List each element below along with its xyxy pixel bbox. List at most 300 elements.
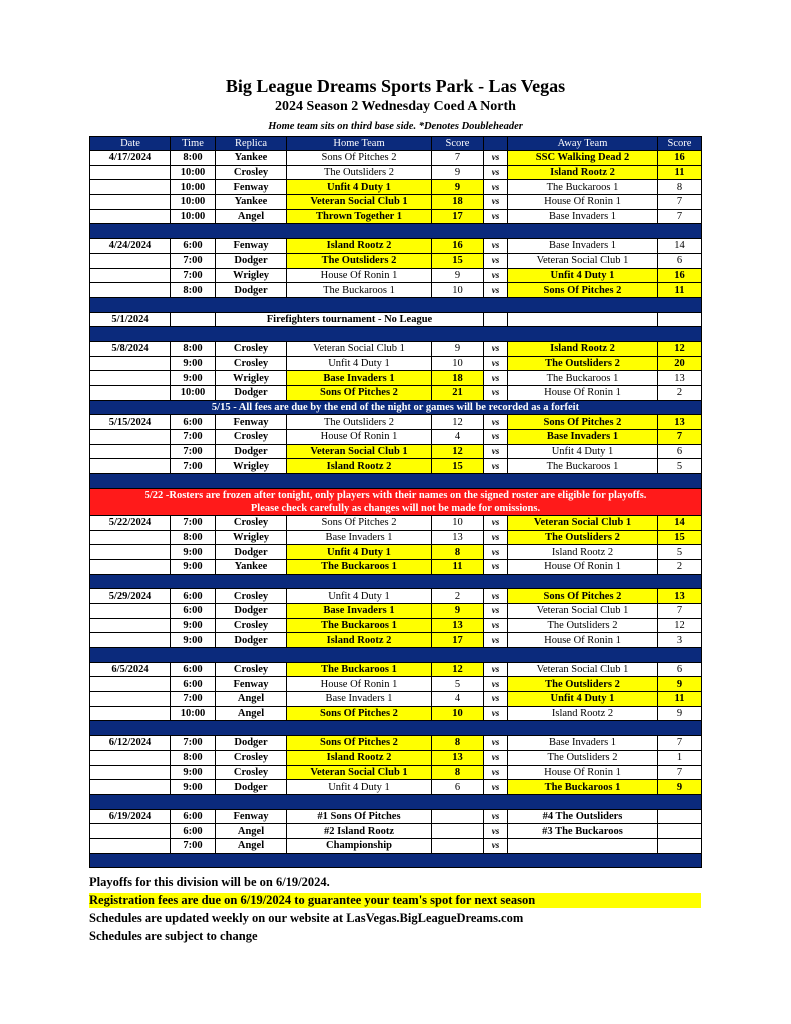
field-cell: Crosley bbox=[216, 515, 287, 530]
footer-disclaimer: Schedules are subject to change bbox=[89, 929, 258, 943]
field-cell: Angel bbox=[216, 692, 287, 707]
home-team-cell: Veteran Social Club 1 bbox=[287, 444, 432, 459]
time-cell: 10:00 bbox=[171, 195, 216, 210]
home-score-cell: 17 bbox=[432, 633, 484, 648]
home-team-cell: Base Invaders 1 bbox=[287, 371, 432, 386]
separator-cell bbox=[90, 327, 702, 342]
vs-cell: vs bbox=[484, 692, 508, 707]
home-team-cell: Sons Of Pitches 2 bbox=[287, 386, 432, 401]
away-score-cell: 5 bbox=[658, 459, 702, 474]
separator-row bbox=[90, 648, 702, 663]
time-cell: 6:00 bbox=[171, 589, 216, 604]
game-row bbox=[90, 706, 702, 721]
vs-cell: vs bbox=[484, 459, 508, 474]
away-score-cell: 9 bbox=[658, 677, 702, 692]
away-team-cell: Island Rootz 2 bbox=[508, 165, 658, 180]
away-score-cell: 20 bbox=[658, 356, 702, 371]
date-cell bbox=[90, 692, 171, 707]
field-cell: Yankee bbox=[216, 151, 287, 166]
col-header-replica: Replica bbox=[216, 137, 287, 151]
away-score-cell bbox=[658, 809, 702, 824]
home-score-cell: 4 bbox=[432, 430, 484, 445]
away-score-cell: 13 bbox=[658, 589, 702, 604]
away-score-cell bbox=[658, 838, 702, 853]
away-score-cell: 11 bbox=[658, 692, 702, 707]
col-header-time: Time bbox=[171, 137, 216, 151]
header-note: Home team sits on third base side. *Denotes Doubleheader bbox=[268, 121, 523, 132]
date-cell: 5/1/2024 bbox=[90, 312, 171, 327]
vs-cell: vs bbox=[484, 444, 508, 459]
separator-row bbox=[90, 794, 702, 809]
vs-cell: vs bbox=[484, 386, 508, 401]
away-team-cell: The Outsliders 2 bbox=[508, 530, 658, 545]
date-cell bbox=[90, 430, 171, 445]
time-cell: 7:00 bbox=[171, 253, 216, 268]
field-cell: Crosley bbox=[216, 356, 287, 371]
date-cell: 5/8/2024 bbox=[90, 341, 171, 356]
date-cell bbox=[90, 633, 171, 648]
game-row bbox=[90, 239, 702, 254]
field-cell: Crosley bbox=[216, 430, 287, 445]
field-cell: Fenway bbox=[216, 415, 287, 430]
home-score-cell bbox=[432, 838, 484, 853]
game-row bbox=[90, 209, 702, 224]
date-cell bbox=[90, 706, 171, 721]
alert-line-1: 5/22 -Rosters are frozen after tonight, only players with their names on the signed roster are eligible for playoffs. bbox=[144, 489, 647, 501]
vs-cell: vs bbox=[484, 824, 508, 839]
playoff-row bbox=[90, 824, 702, 839]
home-team-cell: #1 Sons Of Pitches bbox=[287, 809, 432, 824]
footer-playoffs: Playoffs for this division will be on 6/19/2024. bbox=[89, 875, 330, 889]
field-cell: Angel bbox=[216, 209, 287, 224]
field-cell: Crosley bbox=[216, 618, 287, 633]
time-cell: 7:00 bbox=[171, 838, 216, 853]
field-cell: Dodger bbox=[216, 633, 287, 648]
home-team-cell: Sons Of Pitches 2 bbox=[287, 151, 432, 166]
away-team-cell: Sons Of Pitches 2 bbox=[508, 283, 658, 298]
field-cell: Crosley bbox=[216, 750, 287, 765]
away-score-cell: 2 bbox=[658, 386, 702, 401]
home-score-cell: 12 bbox=[432, 444, 484, 459]
away-score-cell: 15 bbox=[658, 530, 702, 545]
home-team-cell: Island Rootz 2 bbox=[287, 633, 432, 648]
game-row bbox=[90, 662, 702, 677]
game-row bbox=[90, 459, 702, 474]
game-row bbox=[90, 371, 702, 386]
separator-cell bbox=[90, 853, 702, 868]
separator-cell bbox=[90, 574, 702, 589]
home-team-cell: House Of Ronin 1 bbox=[287, 677, 432, 692]
home-score-cell: 15 bbox=[432, 459, 484, 474]
col-header-date: Date bbox=[90, 137, 171, 151]
home-team-cell: Veteran Social Club 1 bbox=[287, 765, 432, 780]
time-cell: 7:00 bbox=[171, 736, 216, 751]
time-cell: 9:00 bbox=[171, 559, 216, 574]
away-team-cell: The Outsliders 2 bbox=[508, 356, 658, 371]
away-team-cell: Base Invaders 1 bbox=[508, 430, 658, 445]
vs-cell: vs bbox=[484, 780, 508, 795]
field-cell: Fenway bbox=[216, 180, 287, 195]
home-score-cell: 15 bbox=[432, 253, 484, 268]
time-cell: 7:00 bbox=[171, 268, 216, 283]
game-row bbox=[90, 356, 702, 371]
away-team-cell: The Outsliders 2 bbox=[508, 618, 658, 633]
game-row bbox=[90, 780, 702, 795]
field-cell: Wrigley bbox=[216, 530, 287, 545]
field-cell: Yankee bbox=[216, 559, 287, 574]
date-cell bbox=[90, 824, 171, 839]
away-score-cell: 7 bbox=[658, 736, 702, 751]
vs-cell: vs bbox=[484, 356, 508, 371]
separator-row bbox=[90, 574, 702, 589]
home-team-cell: House Of Ronin 1 bbox=[287, 430, 432, 445]
home-score-cell: 17 bbox=[432, 209, 484, 224]
game-row bbox=[90, 195, 702, 210]
away-team-cell: #3 The Buckaroos bbox=[508, 824, 658, 839]
away-score-cell: 6 bbox=[658, 662, 702, 677]
field-cell: Dodger bbox=[216, 253, 287, 268]
separator-row bbox=[90, 721, 702, 736]
home-score-cell: 12 bbox=[432, 415, 484, 430]
away-score-cell: 11 bbox=[658, 165, 702, 180]
field-cell: Crosley bbox=[216, 662, 287, 677]
home-score-cell: 8 bbox=[432, 765, 484, 780]
event-row bbox=[90, 312, 702, 327]
event-note: Firefighters tournament - No League bbox=[216, 312, 484, 327]
time-cell: 10:00 bbox=[171, 386, 216, 401]
home-score-cell bbox=[432, 824, 484, 839]
home-score-cell: 8 bbox=[432, 736, 484, 751]
date-cell bbox=[90, 559, 171, 574]
date-cell bbox=[90, 603, 171, 618]
away-team-cell: Veteran Social Club 1 bbox=[508, 662, 658, 677]
empty-cell bbox=[484, 312, 508, 327]
game-row bbox=[90, 415, 702, 430]
separator-cell bbox=[90, 648, 702, 663]
date-cell: 4/24/2024 bbox=[90, 239, 171, 254]
home-score-cell: 6 bbox=[432, 780, 484, 795]
date-cell bbox=[90, 838, 171, 853]
away-score-cell: 12 bbox=[658, 341, 702, 356]
field-cell: Yankee bbox=[216, 195, 287, 210]
separator-cell bbox=[90, 474, 702, 489]
away-team-cell: Unfit 4 Duty 1 bbox=[508, 444, 658, 459]
field-cell: Dodger bbox=[216, 545, 287, 560]
away-team-cell: The Buckaroos 1 bbox=[508, 780, 658, 795]
time-cell: 9:00 bbox=[171, 371, 216, 386]
alert-cell bbox=[90, 488, 702, 515]
time-cell: 7:00 bbox=[171, 444, 216, 459]
away-score-cell: 8 bbox=[658, 180, 702, 195]
home-score-cell: 8 bbox=[432, 545, 484, 560]
field-cell: Crosley bbox=[216, 341, 287, 356]
away-team-cell: Island Rootz 2 bbox=[508, 706, 658, 721]
vs-cell: vs bbox=[484, 545, 508, 560]
time-cell: 8:00 bbox=[171, 283, 216, 298]
vs-cell: vs bbox=[484, 180, 508, 195]
date-cell bbox=[90, 283, 171, 298]
date-cell bbox=[90, 371, 171, 386]
away-team-cell: The Outsliders 2 bbox=[508, 677, 658, 692]
away-team-cell: Base Invaders 1 bbox=[508, 209, 658, 224]
date-cell bbox=[90, 618, 171, 633]
separator-cell bbox=[90, 224, 702, 239]
away-score-cell: 6 bbox=[658, 444, 702, 459]
date-cell bbox=[90, 356, 171, 371]
away-team-cell: House Of Ronin 1 bbox=[508, 195, 658, 210]
home-score-cell: 12 bbox=[432, 662, 484, 677]
field-cell: Dodger bbox=[216, 283, 287, 298]
col-header-vs bbox=[484, 137, 508, 151]
game-row bbox=[90, 444, 702, 459]
away-team-cell: Base Invaders 1 bbox=[508, 736, 658, 751]
separator-cell bbox=[90, 297, 702, 312]
vs-cell: vs bbox=[484, 633, 508, 648]
game-row bbox=[90, 386, 702, 401]
game-row bbox=[90, 180, 702, 195]
home-team-cell: The Outsliders 2 bbox=[287, 165, 432, 180]
date-cell: 6/12/2024 bbox=[90, 736, 171, 751]
time-cell: 7:00 bbox=[171, 430, 216, 445]
footer-website: Schedules are updated weekly on our website at LasVegas.BigLeagueDreams.com bbox=[89, 911, 524, 925]
home-team-cell: Unfit 4 Duty 1 bbox=[287, 180, 432, 195]
separator-row bbox=[90, 297, 702, 312]
away-team-cell: Sons Of Pitches 2 bbox=[508, 415, 658, 430]
vs-cell: vs bbox=[484, 706, 508, 721]
time-cell: 6:00 bbox=[171, 662, 216, 677]
home-score-cell: 9 bbox=[432, 341, 484, 356]
time-cell: 9:00 bbox=[171, 765, 216, 780]
away-score-cell: 14 bbox=[658, 515, 702, 530]
home-team-cell: House Of Ronin 1 bbox=[287, 268, 432, 283]
home-team-cell: Sons Of Pitches 2 bbox=[287, 736, 432, 751]
time-cell: 6:00 bbox=[171, 809, 216, 824]
home-team-cell: Base Invaders 1 bbox=[287, 603, 432, 618]
separator-cell bbox=[90, 794, 702, 809]
separator-cell bbox=[90, 721, 702, 736]
date-cell: 5/29/2024 bbox=[90, 589, 171, 604]
home-score-cell: 7 bbox=[432, 151, 484, 166]
time-cell: 6:00 bbox=[171, 239, 216, 254]
game-row bbox=[90, 589, 702, 604]
home-score-cell: 4 bbox=[432, 692, 484, 707]
date-cell: 6/5/2024 bbox=[90, 662, 171, 677]
vs-cell: vs bbox=[484, 618, 508, 633]
away-score-cell: 7 bbox=[658, 603, 702, 618]
time-cell: 8:00 bbox=[171, 750, 216, 765]
home-team-cell: The Buckaroos 1 bbox=[287, 559, 432, 574]
time-cell: 10:00 bbox=[171, 180, 216, 195]
away-score-cell: 16 bbox=[658, 151, 702, 166]
date-cell bbox=[90, 209, 171, 224]
game-row bbox=[90, 151, 702, 166]
home-team-cell: Base Invaders 1 bbox=[287, 530, 432, 545]
game-row bbox=[90, 283, 702, 298]
time-cell: 7:00 bbox=[171, 459, 216, 474]
away-score-cell: 2 bbox=[658, 559, 702, 574]
date-cell bbox=[90, 268, 171, 283]
schedule-table bbox=[89, 136, 702, 868]
date-cell bbox=[90, 780, 171, 795]
field-cell: Wrigley bbox=[216, 268, 287, 283]
vs-cell: vs bbox=[484, 765, 508, 780]
vs-cell: vs bbox=[484, 371, 508, 386]
home-score-cell bbox=[432, 809, 484, 824]
home-score-cell: 18 bbox=[432, 371, 484, 386]
game-row bbox=[90, 618, 702, 633]
away-team-cell: House Of Ronin 1 bbox=[508, 559, 658, 574]
away-team-cell: Base Invaders 1 bbox=[508, 239, 658, 254]
separator-row bbox=[90, 853, 702, 868]
away-team-cell: House Of Ronin 1 bbox=[508, 386, 658, 401]
field-cell: Crosley bbox=[216, 765, 287, 780]
away-score-cell: 11 bbox=[658, 283, 702, 298]
home-score-cell: 16 bbox=[432, 239, 484, 254]
field-cell: Dodger bbox=[216, 780, 287, 795]
field-cell: Fenway bbox=[216, 239, 287, 254]
vs-cell: vs bbox=[484, 736, 508, 751]
time-cell: 9:00 bbox=[171, 633, 216, 648]
game-row bbox=[90, 765, 702, 780]
away-team-cell: The Buckaroos 1 bbox=[508, 459, 658, 474]
away-score-cell bbox=[658, 824, 702, 839]
vs-cell: vs bbox=[484, 283, 508, 298]
away-score-cell: 1 bbox=[658, 750, 702, 765]
away-score-cell: 7 bbox=[658, 765, 702, 780]
game-row bbox=[90, 515, 702, 530]
home-team-cell: Veteran Social Club 1 bbox=[287, 341, 432, 356]
field-cell: Angel bbox=[216, 824, 287, 839]
home-score-cell: 9 bbox=[432, 268, 484, 283]
date-cell: 5/22/2024 bbox=[90, 515, 171, 530]
vs-cell: vs bbox=[484, 515, 508, 530]
home-score-cell: 9 bbox=[432, 603, 484, 618]
away-team-cell: House Of Ronin 1 bbox=[508, 765, 658, 780]
away-team-cell: Island Rootz 2 bbox=[508, 341, 658, 356]
game-row bbox=[90, 530, 702, 545]
field-cell: Dodger bbox=[216, 444, 287, 459]
date-cell bbox=[90, 195, 171, 210]
home-team-cell: #2 Island Rootz bbox=[287, 824, 432, 839]
home-team-cell: Island Rootz 2 bbox=[287, 239, 432, 254]
date-cell bbox=[90, 459, 171, 474]
home-score-cell: 2 bbox=[432, 589, 484, 604]
date-cell bbox=[90, 750, 171, 765]
date-cell bbox=[90, 386, 171, 401]
away-team-cell: Veteran Social Club 1 bbox=[508, 603, 658, 618]
vs-cell: vs bbox=[484, 415, 508, 430]
away-team-cell: Veteran Social Club 1 bbox=[508, 515, 658, 530]
home-score-cell: 18 bbox=[432, 195, 484, 210]
home-team-cell: Sons Of Pitches 2 bbox=[287, 706, 432, 721]
away-score-cell: 7 bbox=[658, 195, 702, 210]
time-cell: 10:00 bbox=[171, 706, 216, 721]
alert-row bbox=[90, 488, 702, 515]
away-score-cell: 12 bbox=[658, 618, 702, 633]
time-cell: 10:00 bbox=[171, 209, 216, 224]
separator-row bbox=[90, 224, 702, 239]
home-team-cell: Unfit 4 Duty 1 bbox=[287, 780, 432, 795]
date-cell bbox=[90, 765, 171, 780]
vs-cell: vs bbox=[484, 268, 508, 283]
game-row bbox=[90, 603, 702, 618]
away-score-cell: 9 bbox=[658, 706, 702, 721]
vs-cell: vs bbox=[484, 838, 508, 853]
game-row bbox=[90, 430, 702, 445]
away-score-cell: 13 bbox=[658, 371, 702, 386]
header-row bbox=[90, 137, 702, 151]
home-team-cell: Base Invaders 1 bbox=[287, 692, 432, 707]
date-cell bbox=[90, 253, 171, 268]
date-cell bbox=[90, 545, 171, 560]
time-cell: 7:00 bbox=[171, 515, 216, 530]
vs-cell: vs bbox=[484, 151, 508, 166]
vs-cell: vs bbox=[484, 239, 508, 254]
home-score-cell: 5 bbox=[432, 677, 484, 692]
time-cell: 10:00 bbox=[171, 165, 216, 180]
game-row bbox=[90, 736, 702, 751]
game-row bbox=[90, 633, 702, 648]
time-cell: 9:00 bbox=[171, 618, 216, 633]
date-cell bbox=[90, 165, 171, 180]
time-cell: 6:00 bbox=[171, 603, 216, 618]
home-team-cell: Sons Of Pitches 2 bbox=[287, 515, 432, 530]
home-score-cell: 13 bbox=[432, 618, 484, 633]
away-score-cell: 7 bbox=[658, 209, 702, 224]
time-cell: 9:00 bbox=[171, 356, 216, 371]
home-team-cell: The Outsliders 2 bbox=[287, 415, 432, 430]
home-team-cell: Veteran Social Club 1 bbox=[287, 195, 432, 210]
time-cell: 8:00 bbox=[171, 151, 216, 166]
date-cell: 6/19/2024 bbox=[90, 809, 171, 824]
col-header-home-score: Score bbox=[432, 137, 484, 151]
away-team-cell: #4 The Outsliders bbox=[508, 809, 658, 824]
away-score-cell: 6 bbox=[658, 253, 702, 268]
away-score-cell: 13 bbox=[658, 415, 702, 430]
date-cell bbox=[90, 677, 171, 692]
vs-cell: vs bbox=[484, 430, 508, 445]
field-cell: Fenway bbox=[216, 677, 287, 692]
time-cell: 7:00 bbox=[171, 692, 216, 707]
game-row bbox=[90, 677, 702, 692]
vs-cell: vs bbox=[484, 253, 508, 268]
game-row bbox=[90, 341, 702, 356]
date-cell bbox=[90, 180, 171, 195]
vs-cell: vs bbox=[484, 809, 508, 824]
away-score-cell: 5 bbox=[658, 545, 702, 560]
vs-cell: vs bbox=[484, 559, 508, 574]
time-cell: 6:00 bbox=[171, 677, 216, 692]
home-score-cell: 13 bbox=[432, 530, 484, 545]
field-cell: Angel bbox=[216, 706, 287, 721]
notice-row bbox=[90, 400, 702, 415]
empty-cell bbox=[508, 312, 658, 327]
game-row bbox=[90, 750, 702, 765]
home-team-cell: Championship bbox=[287, 838, 432, 853]
time-cell bbox=[171, 312, 216, 327]
away-score-cell: 3 bbox=[658, 633, 702, 648]
home-score-cell: 10 bbox=[432, 706, 484, 721]
field-cell: Dodger bbox=[216, 736, 287, 751]
playoff-row bbox=[90, 809, 702, 824]
playoff-row bbox=[90, 838, 702, 853]
alert-line-2: Please check carefully as changes will not be made for omissions. bbox=[250, 502, 541, 514]
away-team-cell: Veteran Social Club 1 bbox=[508, 253, 658, 268]
home-score-cell: 9 bbox=[432, 180, 484, 195]
time-cell: 6:00 bbox=[171, 415, 216, 430]
away-team-cell: Unfit 4 Duty 1 bbox=[508, 692, 658, 707]
field-cell: Fenway bbox=[216, 809, 287, 824]
